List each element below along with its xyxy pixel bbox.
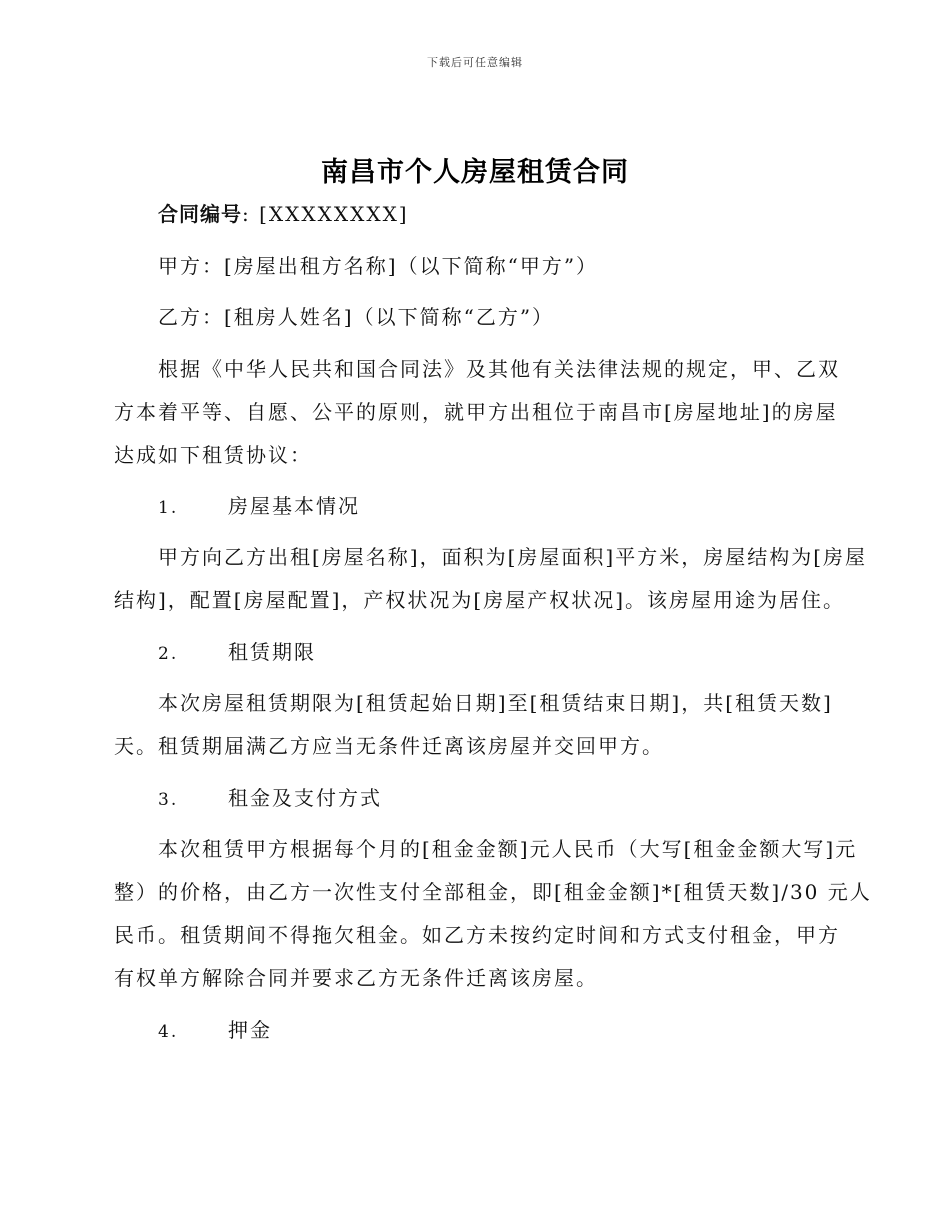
intro-line: 根据《中华人民共和国合同法》及其他有关法律法规的规定，甲、乙双 xyxy=(158,357,840,381)
section-body-line: 本次租赁甲方根据每个月的[租金金额]元人民币（大写[租金金额大写]元 xyxy=(158,837,858,861)
intro-line: 达成如下租赁协议： xyxy=(114,443,312,467)
section-title: 租金及支付方式 xyxy=(228,786,382,810)
party-b-line: 乙方：[租房人姓名]（以下简称“乙方”） xyxy=(158,305,555,329)
intro-line: 方本着平等、自愿、公平的原则，就甲方出租位于南昌市[房屋地址]的房屋 xyxy=(114,400,838,424)
contract-number-value: : [XXXXXXXX] xyxy=(242,202,409,226)
section-heading xyxy=(158,782,382,811)
section-body-line: 甲方向乙方出租[房屋名称]，面积为[房屋面积]平方米，房屋结构为[房屋 xyxy=(158,545,868,569)
section-body-line: 民币。租赁期间不得拖欠租金。如乙方未按约定时间和方式支付租金，甲方 xyxy=(114,923,840,947)
contract-number xyxy=(158,198,886,227)
section-number: 3. xyxy=(158,790,179,810)
section-body-line: 整）的价格，由乙方一次性支付全部租金，即[租金金额]*[租赁天数]/30 元人 xyxy=(114,880,872,904)
section-number: 2. xyxy=(158,644,179,664)
section-title: 押金 xyxy=(228,1018,272,1042)
section-body-line: 有权单方解除合同并要求乙方无条件迁离该房屋。 xyxy=(114,966,598,990)
header-note: 下载后可任意编辑 xyxy=(427,56,523,69)
section-body-line: 结构]，配置[房屋配置]，产权状况为[房屋产权状况]。该房屋用途为居住。 xyxy=(114,588,846,612)
section-heading xyxy=(158,636,316,665)
section-heading xyxy=(158,490,360,519)
section-number: 4. xyxy=(158,1022,179,1042)
section-title: 租赁期限 xyxy=(228,640,316,664)
contract-number-label: 合同编号 xyxy=(158,202,242,226)
section-number: 1. xyxy=(158,498,179,518)
section-title: 房屋基本情况 xyxy=(228,494,360,518)
section-heading xyxy=(158,1014,272,1043)
party-a-line: 甲方：[房屋出租方名称]（以下简称“甲方”） xyxy=(158,254,599,278)
section-body-line: 本次房屋租赁期限为[租赁起始日期]至[租赁结束日期]，共[租赁天数] xyxy=(158,691,833,715)
section-body-line: 天。租赁期届满乙方应当无条件迁离该房屋并交回甲方。 xyxy=(114,734,664,758)
document-title: 南昌市个人房屋租赁合同 xyxy=(321,157,629,188)
